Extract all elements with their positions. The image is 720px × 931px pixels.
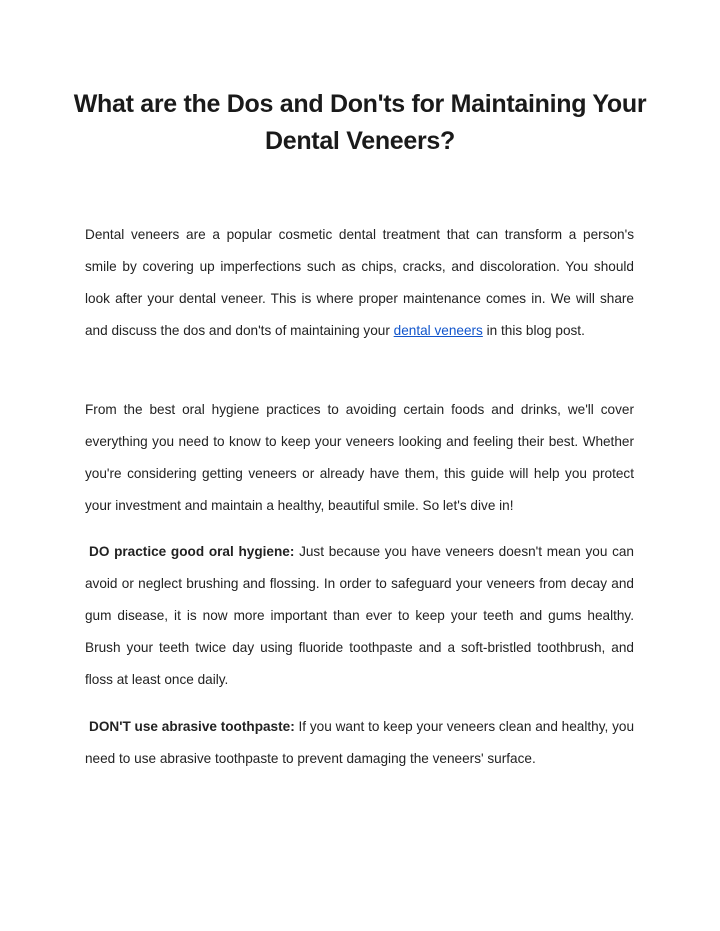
do-oral-hygiene-heading: DO practice good oral hygiene: — [89, 544, 295, 559]
dont-abrasive-toothpaste-text: If you want to keep your veneers clean and healthy, you need to use abrasive toothpaste to prevent damaging the veneers' surface. — [85, 719, 635, 766]
intro-text-before-link: Dental veneers are a popular cosmetic dental treatment that can transform a person's smile by covering up imperfections such as chips, cracks, and discoloration. You should look after your dental veneer. This is where proper maintenance comes in. We will share and discuss the dos and don'ts of maintaining your — [85, 227, 634, 338]
intro-text-after-link: in this blog post. — [482, 323, 585, 338]
dont-abrasive-toothpaste-paragraph — [85, 711, 634, 775]
page-title: What are the Dos and Don'ts for Maintaining Your Dental Veneers? — [73, 90, 647, 155]
dental-veneers-link[interactable]: dental veneers — [393, 323, 483, 338]
dont-abrasive-toothpaste-heading: DON'T use abrasive toothpaste: — [89, 719, 295, 734]
overview-paragraph: From the best oral hygiene practices to avoiding certain foods and drinks, we'll cover everything you need to know to keep your veneers looking and feeling their best. Whether you're considering getting veneers or already have them, this guide will help you protect your investment and maintain a healthy, beautiful smile. So let's dive in! — [85, 402, 634, 513]
do-oral-hygiene-paragraph — [85, 536, 634, 696]
do-oral-hygiene-text: Just because you have veneers doesn't mean you can avoid or neglect brushing and flossing. In order to safeguard your veneers from decay and gum disease, it is now more important than ever to keep your teeth and gums healthy. Brush your teeth twice day using fluoride toothpaste and a soft-bristled toothbrush, and floss at least once daily. — [85, 544, 634, 687]
intro-paragraph — [85, 219, 634, 347]
